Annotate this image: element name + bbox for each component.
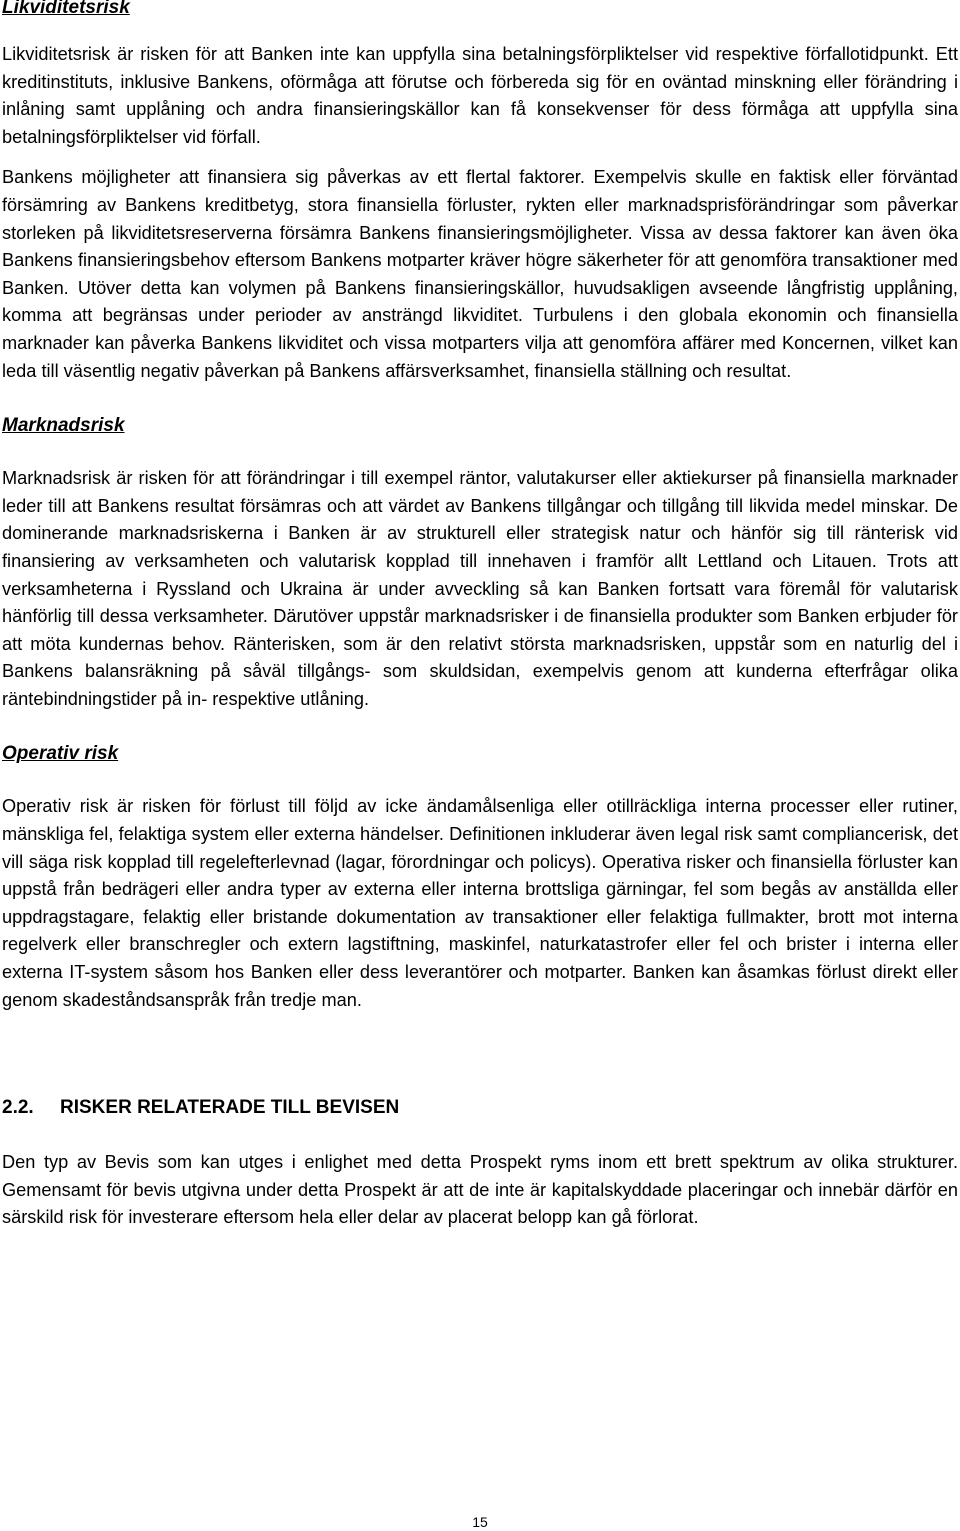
- market-risk-heading: Marknadsrisk: [2, 415, 125, 437]
- section-paragraph-1: Den typ av Bevis som kan utges i enlighet med detta Prospekt ryms inom ett brett spektrum av olika strukturer. Gemensamt för bevis utgivna under detta Prospekt är att de inte är kapitalskyddade placeringar och innebär därför en särskild risk för investerare eftersom hela eller delar av placerat belopp kan gå förlorat.: [2, 1152, 958, 1228]
- liquidity-paragraph-1: Likviditetsrisk är risken för att Banken inte kan uppfylla sina betalningsförpliktelser vid respektive förfallotidpunkt. Ett kreditinstituts, inklusive Bankens, oförmåga att förutse och förbereda sig för en oväntad minskning eller förändring i inlåning samt upplåning och andra finansieringskällor kan få konsekvenser för dess förmåga att uppfylla sina betalningsförpliktelser vid förfall.: [2, 44, 958, 147]
- liquidity-risk-heading: Likviditetsrisk: [2, 0, 130, 18]
- operational-risk-heading: Operativ risk: [2, 743, 119, 765]
- section-heading: [2, 1094, 958, 1122]
- market-paragraph-1: Marknadsrisk är risken för att förändringar i till exempel räntor, valutakurser eller aktiekurser på finansiella marknader leder till att Bankens resultat försämras och att värdet av Bankens tillgångar och tillgång till likvida medel minskar. De dominerande marknadsriskerna i Banken är av strukturell eller strategisk natur och hänför sig till ränterisk vid finansiering av verksamheten och valutarisk kopplad till innehaven i framför allt Lettland och Litauen. Trots att verksamheterna i Ryssland och Ukraina är under avveckling så kan Banken fortsatt vara föremål för valutarisk hänförlig till dessa verksamheter. Därutöver uppstår marknadsrisker i de finansiella produkter som Banken erbjuder för att möta kundernas behov. Ränterisken, som är den relativt största marknadsrisken, uppstår som en naturlig del i Bankens balansräkning på såväl tillgångs- som skuldsidan, exempelvis genom att kunderna efterfrågar olika räntebindningstider på in- respektive utlåning.: [2, 468, 958, 709]
- section-number: 2.2.: [2, 1097, 34, 1119]
- page-number: 15: [472, 1514, 488, 1530]
- operational-paragraph-1: Operativ risk är risken för förlust till följd av icke ändamålsenliga eller otillräckliga interna processer eller rutiner, mänskliga fel, felaktiga system eller externa händelser. Definitionen inkluderar även legal risk samt compliancerisk, det vill säga risk kopplad till regelefterlevnad (lagar, förordningar och policys). Operativa risker och finansiella förluster kan uppstå från bedrägeri eller andra typer av externa eller interna brottsliga gärningar, fel som begås av anställda eller uppdragstagare, felaktig eller bristande dokumentation av transaktioner eller felaktiga fullmakter, brott mot interna regelverk eller branschregler och extern lagstiftning, maskinfel, naturkatastrofer eller fel och brister i interna eller externa IT-system såsom hos Banken eller dess leverantörer och motparter. Banken kan åsamkas förlust direkt eller genom skadeståndsanspråk från tredje man.: [2, 796, 958, 1010]
- liquidity-paragraph-2: Bankens möjligheter att finansiera sig påverkas av ett flertal faktorer. Exempelvis skulle en faktisk eller förväntad försämring av Bankens kreditbetyg, stora finansiella förluster, rykten eller marknadsprisförändringar som påverkar storleken på likviditetsreserverna försämra Bankens finansieringsmöjligheter. Vissa av dessa faktorer kan även öka Bankens finansieringsbehov eftersom Bankens motparter kräver högre säkerheter för att genomföra transaktioner med Banken. Utöver detta kan volymen på Bankens finansieringskällor, huvudsakligen avseende långfristig upplåning, komma att begränsas under perioder av ansträngd likviditet. Turbulens i den globala ekonomin och finansiella marknader kan påverka Bankens likviditet och vissa motparters vilja att genomföra affärer med Koncernen, vilket kan leda till väsentlig negativ påverkan på Bankens affärsverksamhet, finansiella ställning och resultat.: [2, 167, 958, 381]
- section-title: RISKER RELATERADE TILL BEVISEN: [60, 1097, 400, 1119]
